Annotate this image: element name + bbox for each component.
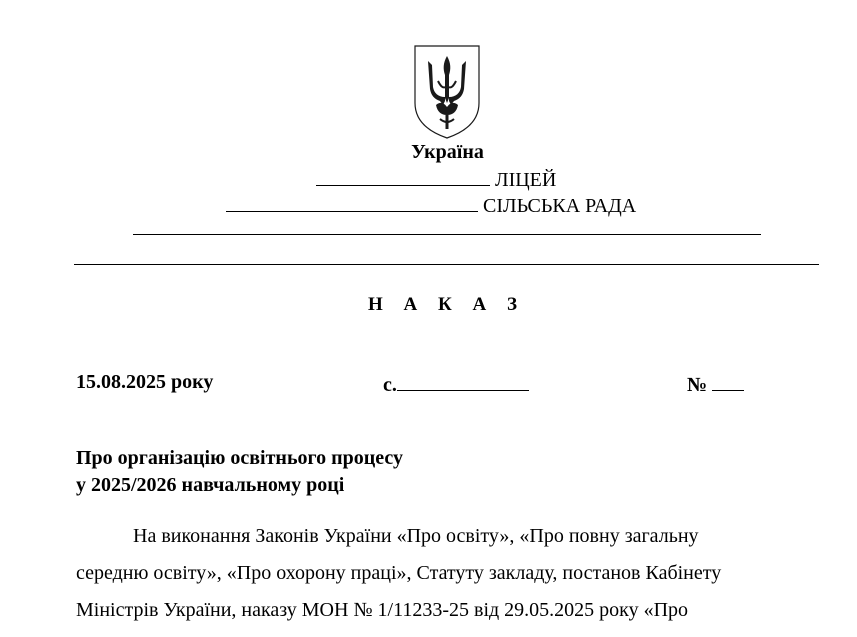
order-place: [383, 371, 529, 397]
document-type-title: Н А К А З: [367, 294, 526, 315]
place-prefix: с.: [383, 374, 397, 396]
institution-name-blank: [316, 166, 490, 186]
body-line: середню освіту», «Про охорону праці», Статуту закладу, постанов Кабінету: [76, 562, 722, 584]
body-line: Міністрів України, наказу МОН № 1/11233-25 від 29.05.2025 року «Про: [76, 599, 689, 621]
institution-line: [316, 166, 556, 192]
body-line: На виконання Законів України «Про освіту», «Про повну загальну: [133, 525, 699, 547]
coat-of-arms-emblem: [412, 43, 482, 140]
place-blank: [397, 371, 529, 391]
number-blank: [712, 371, 744, 391]
order-date: 15.08.2025 року: [76, 371, 214, 393]
council-type: СІЛЬСЬКА РАДА: [483, 195, 637, 217]
header-divider-long: [74, 264, 819, 265]
institution-type: ЛІЦЕЙ: [495, 169, 557, 191]
number-prefix: №: [687, 374, 708, 396]
subject-line-1: Про організацію освітнього процесу: [76, 447, 404, 469]
council-line: [226, 192, 636, 218]
body-paragraph: [76, 518, 776, 629]
council-name-blank: [226, 192, 478, 212]
order-number: [687, 371, 744, 397]
subject-line-2: у 2025/2026 навчальному році: [76, 474, 345, 496]
trident-coat-of-arms-icon: [412, 43, 482, 140]
header-divider-short: [133, 234, 761, 235]
country-name: Україна: [411, 141, 484, 163]
